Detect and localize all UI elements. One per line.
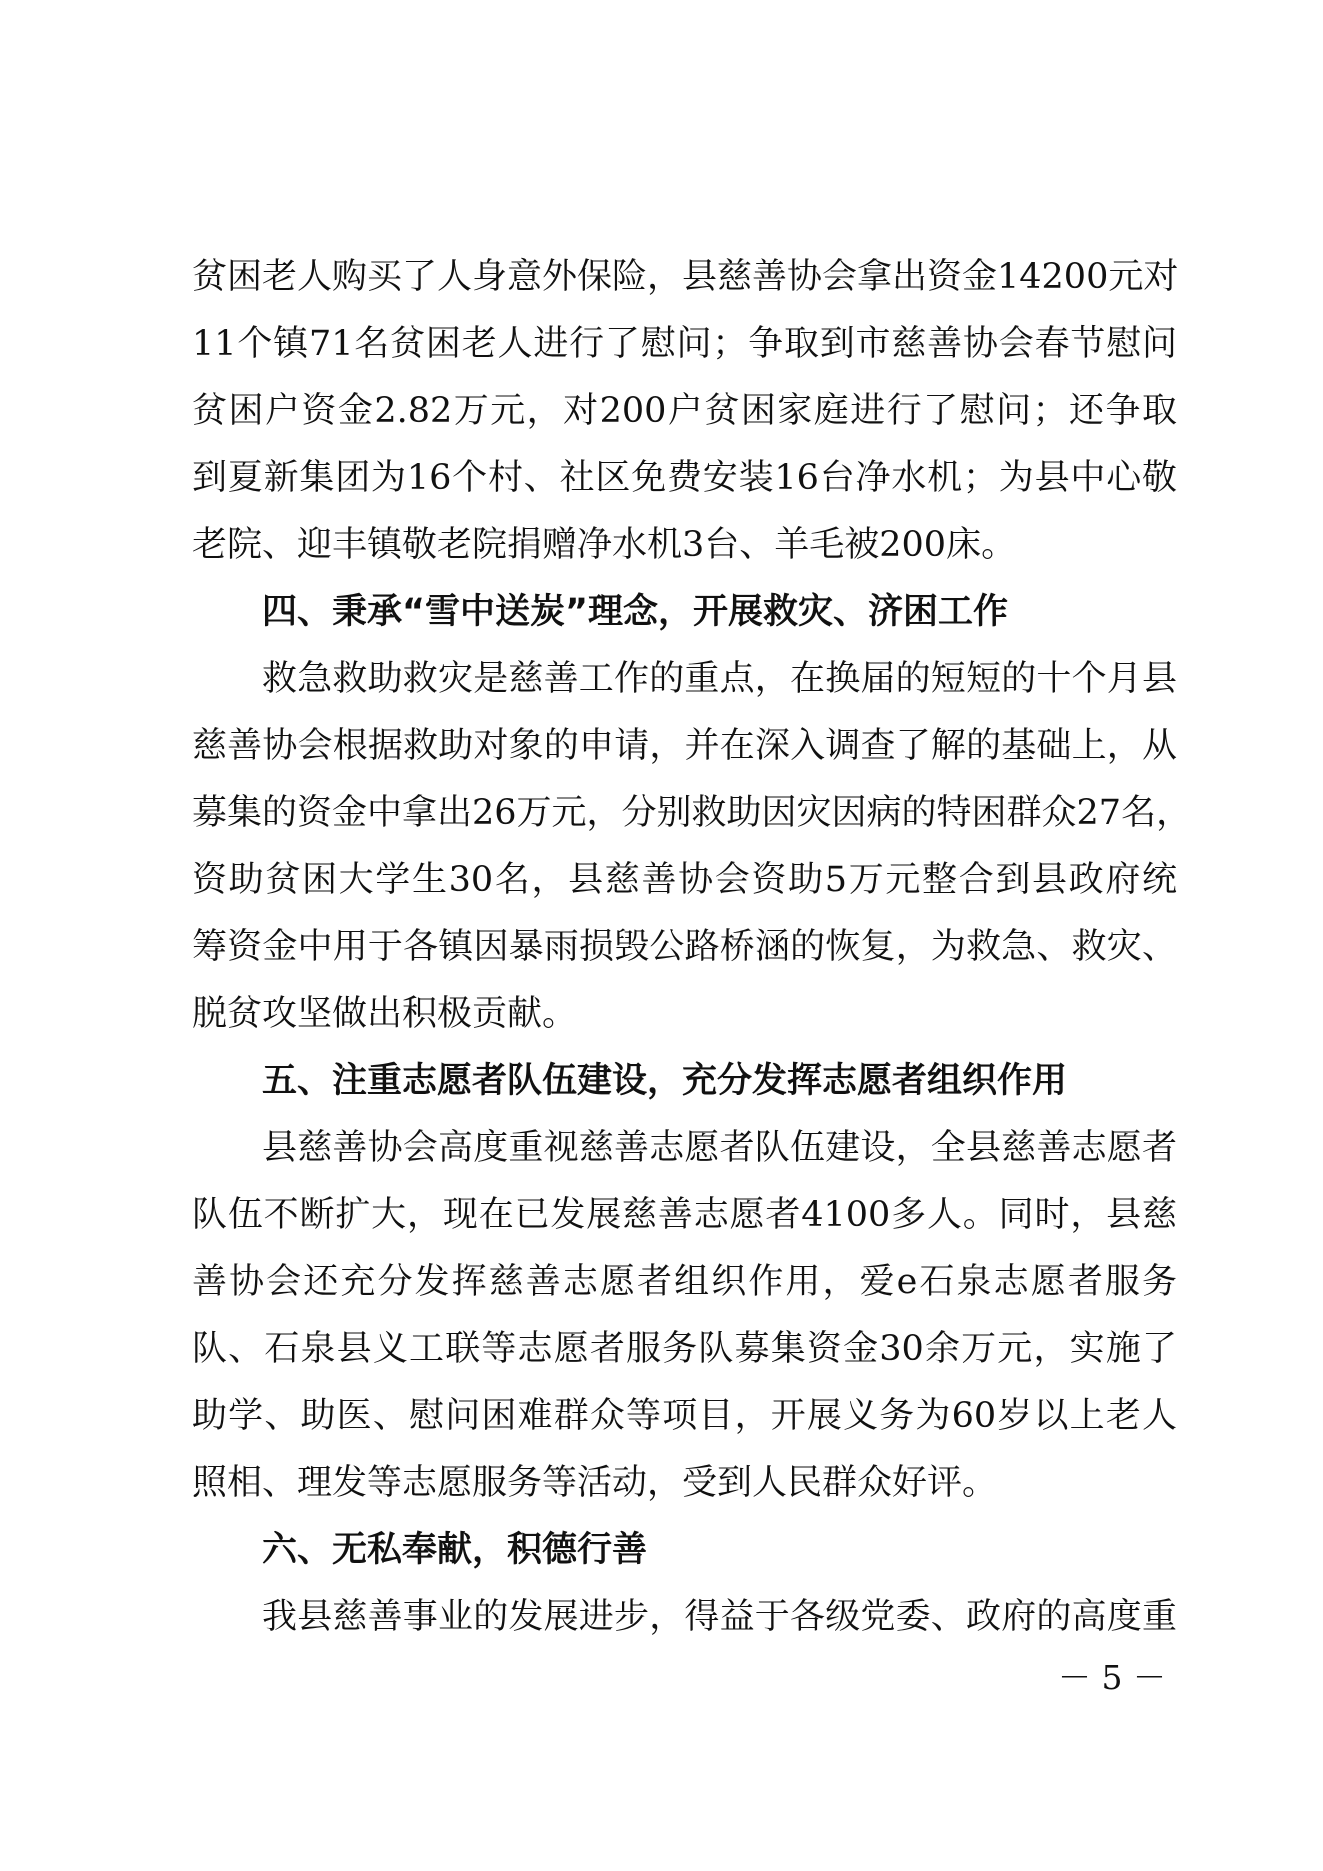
paragraph-line: 脱贫攻坚做出积极贡献。 [192, 994, 578, 1034]
page-number: － 5 － [1058, 1658, 1166, 1697]
paragraph-line: 募集的资金中拿出26万元，分别救助因灾因病的特困群众27名， [192, 793, 1192, 833]
paragraph-line: 县慈善协会高度重视慈善志愿者队伍建设，全县慈善志愿者 [262, 1128, 1177, 1168]
paragraph-line: 照相、理发等志愿服务等活动，受到人民群众好评。 [192, 1463, 998, 1503]
paragraph-line: 11个镇71名贫困老人进行了慰问；争取到市慈善协会春节慰问 [192, 324, 1177, 364]
paragraph-line: 贫困老人购买了人身意外保险，县慈善协会拿出资金14200元对 [192, 257, 1179, 297]
paragraph-line: 队、石泉县义工联等志愿者服务队募集资金30余万元，实施了 [192, 1329, 1177, 1369]
paragraph-line: 助学、助医、慰问困难群众等项目，开展义务为60岁以上老人 [192, 1396, 1177, 1436]
paragraph-line: 资助贫困大学生30名，县慈善协会资助5万元整合到县政府统 [192, 860, 1177, 900]
paragraph-line: 老院、迎丰镇敬老院捐赠净水机3台、羊毛被200床。 [192, 525, 1017, 565]
section-heading: 六、无私奉献，积德行善 [262, 1530, 648, 1570]
section-heading: 四、秉承“雪中送炭”理念，开展救灾、济困工作 [262, 592, 1009, 632]
paragraph-line: 筹资金中用于各镇因暴雨损毁公路桥涵的恢复，为救急、救灾、 [192, 927, 1177, 967]
paragraph-line: 队伍不断扩大，现在已发展慈善志愿者4100多人。同时，县慈 [192, 1195, 1177, 1235]
section-heading: 五、注重志愿者队伍建设，充分发挥志愿者组织作用 [262, 1061, 1068, 1101]
paragraph-line: 到夏新集团为16个村、社区免费安装16台净水机；为县中心敬 [192, 458, 1177, 498]
paragraph-line: 慈善协会根据救助对象的申请，并在深入调查了解的基础上，从 [192, 726, 1177, 766]
paragraph-line: 贫困户资金2.82万元，对200户贫困家庭进行了慰问；还争取 [192, 391, 1177, 431]
paragraph-line: 救急救助救灾是慈善工作的重点，在换届的短短的十个月县 [262, 659, 1177, 699]
paragraph-line: 善协会还充分发挥慈善志愿者组织作用，爱e石泉志愿者服务 [192, 1262, 1177, 1302]
paragraph-line: 我县慈善事业的发展进步，得益于各级党委、政府的高度重 [262, 1597, 1177, 1637]
